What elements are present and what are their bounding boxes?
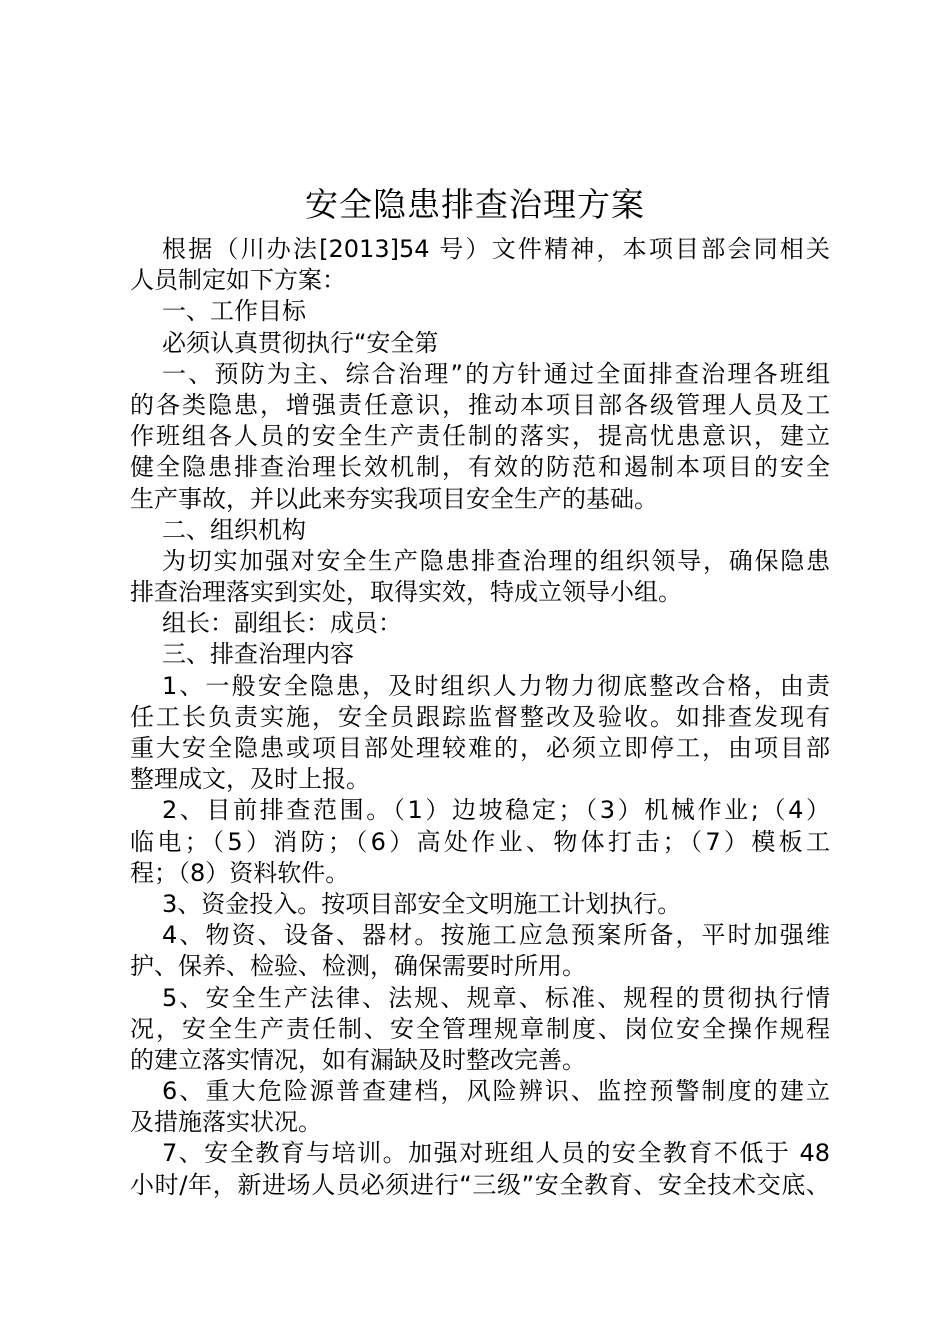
body-line: 生产事故，并以此来夯实我项目安全生产的基础。 [130,484,658,513]
body-line: 三、排查治理内容 [162,640,354,669]
document-body [130,234,830,1201]
body-line: 小时/年，新进场人员必须进行“三级”安全教育、安全技术交底、 [130,1170,830,1199]
body-line: 1、一般安全隐患，及时组织人力物力彻底整改合格，由责 [162,671,830,700]
body-line: 6、重大危险源普查建档，风险辨识、监控预警制度的建立 [162,1077,830,1106]
document-title: 安全隐患排查治理方案 [305,185,645,224]
body-line: 护、保养、检验、检测，确保需要时所用。 [130,952,586,981]
body-line: 作班组各人员的安全生产责任制的落实，提高忧患意识，建立 [130,422,830,451]
body-line: 的各类隐患，增强责任意识，推动本项目部各级管理人员及工 [130,390,830,419]
body-line: 况，安全生产责任制、安全管理规章制度、岗位安全操作规程 [130,1014,830,1043]
body-line: 必须认真贯彻执行“安全第 [162,328,439,357]
body-line: 一、预防为主、综合治理”的方针通过全面排查治理各班组 [162,359,830,388]
body-line: 整理成文，及时上报。 [130,765,370,794]
body-line: 2、目前排查范围。（1）边坡稳定；（3）机械作业;（4） [162,796,830,825]
body-line: 一、工作目标 [162,297,306,326]
body-line: 4、物资、设备、器材。按施工应急预案所备，平时加强维 [162,921,830,950]
body-line: 3、资金投入。按项目部安全文明施工计划执行。 [162,889,682,918]
body-line: 程；（8）资料软件。 [130,858,350,887]
body-line: 临电；（5）消防；（6）高处作业、物体打击；（7）模板工 [130,827,830,856]
body-line: 健全隐患排查治理长效机制，有效的防范和遏制本项目的安全 [130,453,830,482]
body-line: 人员制定如下方案： [130,266,346,295]
body-line: 为切实加强对安全生产隐患排查治理的组织领导，确保隐患 [162,546,830,575]
body-line: 任工长负责实施，安全员跟踪监督整改及验收。如排查发现有 [130,702,830,731]
body-line: 及措施落实状况。 [130,1108,322,1137]
body-line: 5、安全生产法律、法规、规章、标准、规程的贯彻执行情 [162,983,830,1012]
body-line: 根据（川办法[2013]54 号）文件精神，本项目部会同相关 [162,235,830,263]
body-line: 7、安全教育与培训。加强对班组人员的安全教育不低于 48 [162,1139,830,1168]
body-line: 排查治理落实到实处，取得实效，特成立领导小组。 [130,578,682,607]
body-line: 组长：副组长：成员： [162,609,402,638]
body-line: 重大安全隐患或项目部处理较难的，必须立即停工，由项目部 [130,734,830,762]
body-line: 二、组织机构 [162,515,306,544]
body-line: 的建立落实情况，如有漏缺及时整改完善。 [130,1045,586,1074]
